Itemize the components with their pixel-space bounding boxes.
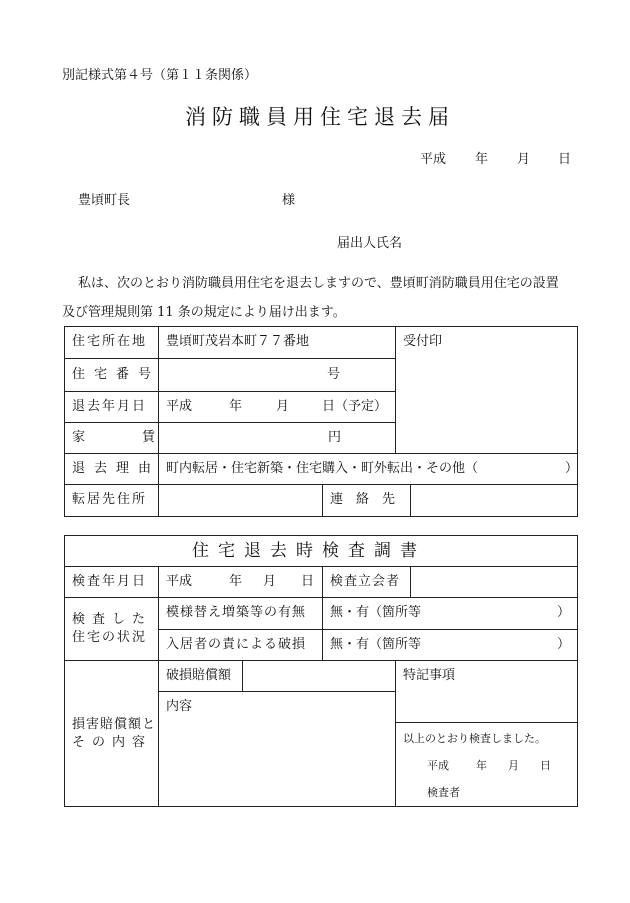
house-state-label-1: 検査した	[72, 612, 153, 627]
reason-options: 町内転居・住宅新築・住宅購入・町外転出・その他（	[166, 461, 479, 476]
house-state-label-2: 住宅の状況	[72, 630, 148, 645]
address-label: 住宅所在地	[72, 334, 148, 349]
body-text-line2: 及び管理規則第 11 条の規定により届け出ます。	[62, 305, 346, 320]
applicant-label: 届出人氏名	[337, 236, 403, 251]
body-text-line1: 私は、次のとおり消防職員用住宅を退去しますので、豊頃町消防職員用住宅の設置	[78, 276, 559, 291]
inspection-date2-year: 年	[476, 759, 487, 772]
compensation-label-1: 損害賠償額と	[72, 717, 157, 732]
special-notes-label: 特記事項	[403, 668, 456, 683]
form-number: 別記様式第４号（第１１条関係）	[62, 68, 258, 83]
date-era: 平成	[420, 152, 447, 167]
remodel-close-paren: ）	[557, 605, 571, 620]
contact-label: 連絡先	[330, 492, 409, 507]
inspector-label: 検査者	[427, 786, 460, 799]
move-out-date-month: 月	[276, 399, 290, 414]
rent-unit: 円	[328, 430, 342, 445]
reason-label: 退去理由	[72, 461, 161, 476]
inspection-date-year: 年	[229, 574, 243, 589]
remodel-label: 模様替え増築等の有無	[166, 605, 307, 620]
date-year: 年	[475, 152, 489, 167]
inspection-title: 住宅退去時検査調書	[192, 541, 426, 561]
addressee-name: 豊頃町長	[78, 193, 131, 208]
reception-stamp-label: 受付印	[403, 334, 443, 349]
inspection-date-era: 平成	[166, 574, 193, 589]
address-value: 豊頃町茂岩本町７７番地	[166, 334, 310, 349]
inspection-statement: 以上のとおり検査しました。	[403, 732, 546, 745]
inspection-date2-era: 平成	[427, 759, 449, 772]
inspection-date2-month: 月	[508, 759, 519, 772]
damage-close-paren: ）	[557, 637, 571, 652]
move-out-date-label: 退去年月日	[72, 399, 148, 414]
damage-label: 入居者の責による破損	[166, 637, 307, 652]
move-out-date-day: 日（予定）	[322, 399, 388, 414]
new-address-label: 転居先住所	[72, 492, 148, 507]
inspection-date2-day: 日	[540, 759, 551, 772]
inspection-date-label: 検査年月日	[72, 574, 148, 589]
move-out-date-era: 平成	[166, 399, 193, 414]
house-number-label: 住宅番号	[72, 367, 161, 382]
damage-value: 無・有（箇所等	[330, 637, 422, 652]
page-title: 消防職員用住宅退去届	[185, 105, 455, 129]
date-month: 月	[517, 152, 531, 167]
content-label: 内容	[166, 699, 193, 714]
addressee-honorific: 様	[282, 193, 296, 208]
date-day: 日	[558, 152, 572, 167]
move-out-date-year: 年	[229, 399, 243, 414]
compensation-label-2: その内容	[72, 735, 153, 750]
witness-label: 検査立会者	[330, 574, 401, 589]
inspection-date-month: 月	[263, 574, 277, 589]
rent-label: 家賃	[72, 430, 213, 445]
house-number-unit: 号	[327, 367, 341, 382]
reason-close-paren: ）	[565, 461, 579, 476]
remodel-value: 無・有（箇所等	[330, 605, 422, 620]
inspection-date-day: 日	[301, 574, 315, 589]
compensation-amount-label: 破損賠償額	[166, 668, 232, 683]
